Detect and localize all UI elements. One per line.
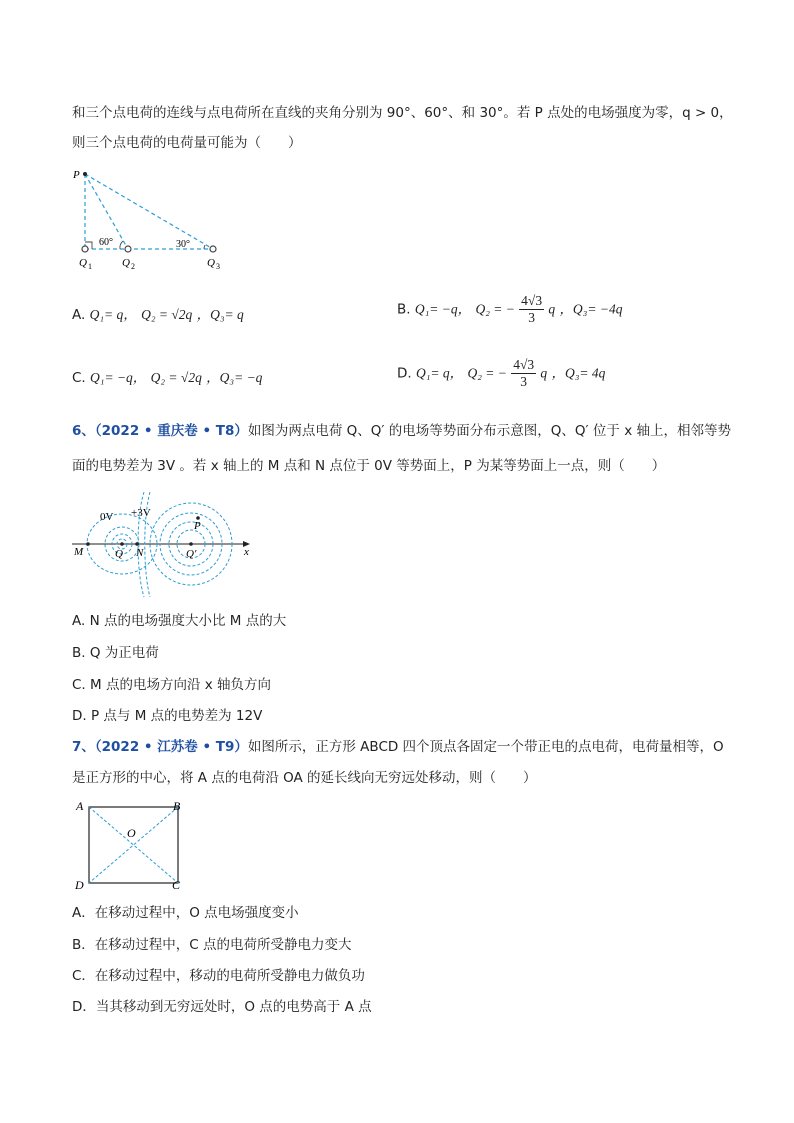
- q5-option-a[interactable]: A. Q₁= q， Q₂ = √2q ，Q₃= q: [72, 307, 244, 323]
- q5-option-b[interactable]: B. Q₁= −q， Q₂ = − $\frac{4√3}{3}$ q ，Q₃= −4q: [397, 293, 623, 325]
- q5-option-d-fraction: $\frac{4√3}{3}$: [513, 357, 535, 389]
- q6-option-d[interactable]: D. P 点与 M 点的电势差为 12V: [72, 708, 263, 724]
- svg-text:x: x: [244, 546, 249, 558]
- svg-text:Q: Q: [207, 257, 215, 269]
- q5-stem-line1: 和三个点电荷的连线与点电荷所在直线的夹角分别为 90°、60°、和 30°。若 P 点处的电场强度为零，q > 0，: [72, 105, 733, 121]
- q5-option-c[interactable]: C. Q₁= −q， Q₂ = √2q ，Q₃= −q: [72, 370, 263, 386]
- svg-text:C: C: [172, 878, 181, 892]
- svg-text:P: P: [194, 520, 201, 532]
- svg-text:O: O: [127, 826, 136, 840]
- q6-equipotential-figure: [70, 487, 260, 602]
- q6-label-3v: +3V: [131, 507, 151, 519]
- svg-text:M: M: [74, 546, 84, 558]
- q7-source: 7、（2022 • 江苏卷 • T9）: [72, 739, 248, 755]
- q7-option-a[interactable]: A．在移动过程中，O 点电场强度变小: [72, 905, 299, 921]
- q5-option-b-fraction: $\frac{4√3}{3}$: [521, 293, 543, 325]
- q6-option-c[interactable]: C. M 点的电场方向沿 x 轴负方向: [72, 677, 272, 693]
- q5-stem-line2: 则三个点电荷的电荷量可能为（ ）: [72, 135, 302, 151]
- svg-text:D: D: [75, 878, 84, 892]
- q7-option-b[interactable]: B．在移动过程中，C 点的电荷所受静电力变大: [72, 937, 352, 953]
- svg-text:Q: Q: [122, 257, 130, 269]
- q5-angle-60: 60°: [99, 237, 113, 248]
- q7-square-figure: [70, 795, 190, 895]
- q6-stem-line1: 6、（2022 • 重庆卷 • T8）如图为两点电荷 Q、Q′ 的电场等势面分布示意图，Q、Q′ 位于 x 轴上，相邻等势: [72, 423, 731, 439]
- q6-stem-line2: 面的电势差为 3V 。若 x 轴上的 M 点和 N 点位于 0V 等势面上，P 为某等势面上一点，则（ ）: [72, 458, 666, 474]
- svg-text:A: A: [76, 799, 84, 813]
- svg-text:2: 2: [131, 262, 135, 271]
- svg-text:B: B: [173, 799, 181, 813]
- svg-text:Q: Q: [79, 257, 87, 269]
- q7-stem-line2: 是正方形的中心，将 A 点的电荷沿 OA 的延长线向无穷远处移动，则（ ）: [72, 770, 537, 786]
- svg-text:3: 3: [216, 262, 220, 271]
- q7-stem-line1: 7、（2022 • 江苏卷 • T9）如图所示，正方形 ABCD 四个顶点各固定一个带正电的点电荷，电荷量相等，O: [72, 739, 724, 755]
- svg-text:Q: Q: [115, 548, 123, 560]
- q6-option-b[interactable]: B. Q 为正电荷: [72, 645, 159, 661]
- q6-option-a[interactable]: A. N 点的电场强度大小比 M 点的大: [72, 613, 287, 629]
- q5-label-p: P: [73, 169, 80, 181]
- q7-option-d[interactable]: D．当其移动到无穷远处时，O 点的电势高于 A 点: [72, 999, 372, 1015]
- q5-triangle-figure: [70, 165, 230, 275]
- q5-angle-30: 30°: [176, 239, 190, 250]
- q6-label-0v: 0V: [100, 511, 114, 523]
- svg-text:N: N: [136, 547, 144, 559]
- svg-text:Q′: Q′: [186, 548, 197, 560]
- q5-option-d[interactable]: D. Q₁= q， Q₂ = − $\frac{4√3}{3}$ q ，Q₃= 4q: [397, 357, 606, 389]
- svg-text:1: 1: [88, 262, 92, 271]
- q6-source: 6、（2022 • 重庆卷 • T8）: [72, 423, 248, 439]
- q7-option-c[interactable]: C．在移动过程中，移动的电荷所受静电力做负功: [72, 968, 365, 984]
